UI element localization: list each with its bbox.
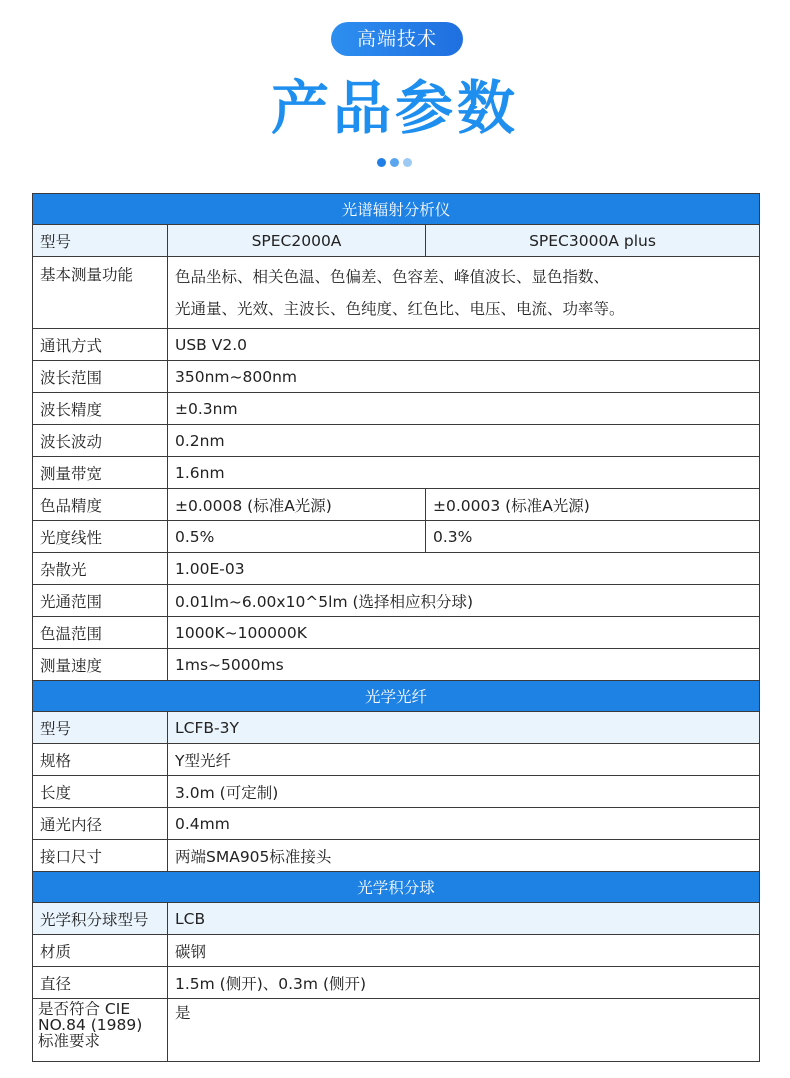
row-label: 长度: [33, 776, 168, 808]
row-value: LCB: [168, 903, 760, 935]
row-value: 1.6nm: [168, 457, 760, 489]
row-value: 碳钢: [168, 935, 760, 967]
table-row: [33, 585, 760, 617]
table-row: [33, 225, 760, 257]
row-value: 350nm~800nm: [168, 361, 760, 393]
row-value: Y型光纤: [168, 744, 760, 776]
table-row: [33, 744, 760, 776]
functions-line: 色品坐标、相关色温、色偏差、色容差、峰值波长、显色指数、: [175, 267, 610, 286]
dot-icon: [377, 158, 386, 167]
table-row: [33, 776, 760, 808]
table-row: [33, 712, 760, 744]
table-row: [33, 840, 760, 872]
row-label: 光通范围: [33, 585, 168, 617]
table-row: [33, 425, 760, 457]
row-label: 光学积分球型号: [33, 903, 168, 935]
row-value: 1.00E-03: [168, 553, 760, 585]
table-row: [33, 999, 760, 1062]
linearity-b: 0.3%: [426, 521, 760, 553]
chroma-a: ±0.0008 (标准A光源): [168, 489, 426, 521]
table-row: [33, 808, 760, 840]
dot-icon: [403, 158, 412, 167]
table-row: [33, 457, 760, 489]
table-row: [33, 903, 760, 935]
table-row: [33, 329, 760, 361]
row-value: USB V2.0: [168, 329, 760, 361]
section-title: 光学积分球: [33, 872, 760, 903]
dot-icon: [390, 158, 399, 167]
spec-table: [32, 193, 760, 1062]
section-header-optical-fiber: [33, 681, 760, 712]
row-label: 色温范围: [33, 617, 168, 649]
table-row: [33, 361, 760, 393]
row-value: ±0.3nm: [168, 393, 760, 425]
functions-value: [168, 257, 760, 329]
cie-label-line: NO.84 (1989): [38, 1016, 143, 1034]
row-label: 波长范围: [33, 361, 168, 393]
row-value: 0.2nm: [168, 425, 760, 457]
row-value: LCFB-3Y: [168, 712, 760, 744]
table-row: [33, 257, 760, 329]
row-label: 型号: [33, 712, 168, 744]
row-value: 0.01lm~6.00x10^5lm (选择相应积分球): [168, 585, 760, 617]
cie-label-line: 是否符合 CIE: [38, 1000, 131, 1018]
model-a: SPEC2000A: [168, 225, 426, 257]
row-label: 测量速度: [33, 649, 168, 681]
section-title: 光学光纤: [33, 681, 760, 712]
row-label: 规格: [33, 744, 168, 776]
table-row: [33, 617, 760, 649]
row-value: 是: [168, 999, 760, 1062]
table-row: [33, 393, 760, 425]
row-value: 0.4mm: [168, 808, 760, 840]
linearity-a: 0.5%: [168, 521, 426, 553]
table-row: [33, 489, 760, 521]
table-row: [33, 935, 760, 967]
chroma-b: ±0.0003 (标准A光源): [426, 489, 760, 521]
row-value: 1ms~5000ms: [168, 649, 760, 681]
row-label: 型号: [33, 225, 168, 257]
row-label-cie: [33, 999, 168, 1062]
row-label: 通光内径: [33, 808, 168, 840]
table-row: [33, 967, 760, 999]
page-title: 产品参数: [270, 74, 519, 142]
row-label: 基本测量功能: [33, 257, 168, 329]
row-label: 材质: [33, 935, 168, 967]
section-header-spectroradiometer: [33, 194, 760, 225]
row-label: 波长精度: [33, 393, 168, 425]
row-label: 测量带宽: [33, 457, 168, 489]
row-value: 3.0m (可定制): [168, 776, 760, 808]
row-label: 通讯方式: [33, 329, 168, 361]
model-b: SPEC3000A plus: [426, 225, 760, 257]
section-title: 光谱辐射分析仪: [33, 194, 760, 225]
header-badge: 高端技术: [331, 22, 463, 56]
row-label: 光度线性: [33, 521, 168, 553]
table-row: [33, 521, 760, 553]
section-header-integrating-sphere: [33, 872, 760, 903]
row-label: 色品精度: [33, 489, 168, 521]
row-value: 两端SMA905标准接头: [168, 840, 760, 872]
row-label: 直径: [33, 967, 168, 999]
row-value: 1000K~100000K: [168, 617, 760, 649]
table-row: [33, 649, 760, 681]
functions-line: 光通量、光效、主波长、色纯度、红色比、电压、电流、功率等。: [175, 299, 625, 318]
row-label: 接口尺寸: [33, 840, 168, 872]
row-value: 1.5m (侧开)、0.3m (侧开): [168, 967, 760, 999]
cie-label-line: 标准要求: [38, 1032, 101, 1050]
table-row: [33, 553, 760, 585]
row-label: 杂散光: [33, 553, 168, 585]
row-label: 波长波动: [33, 425, 168, 457]
